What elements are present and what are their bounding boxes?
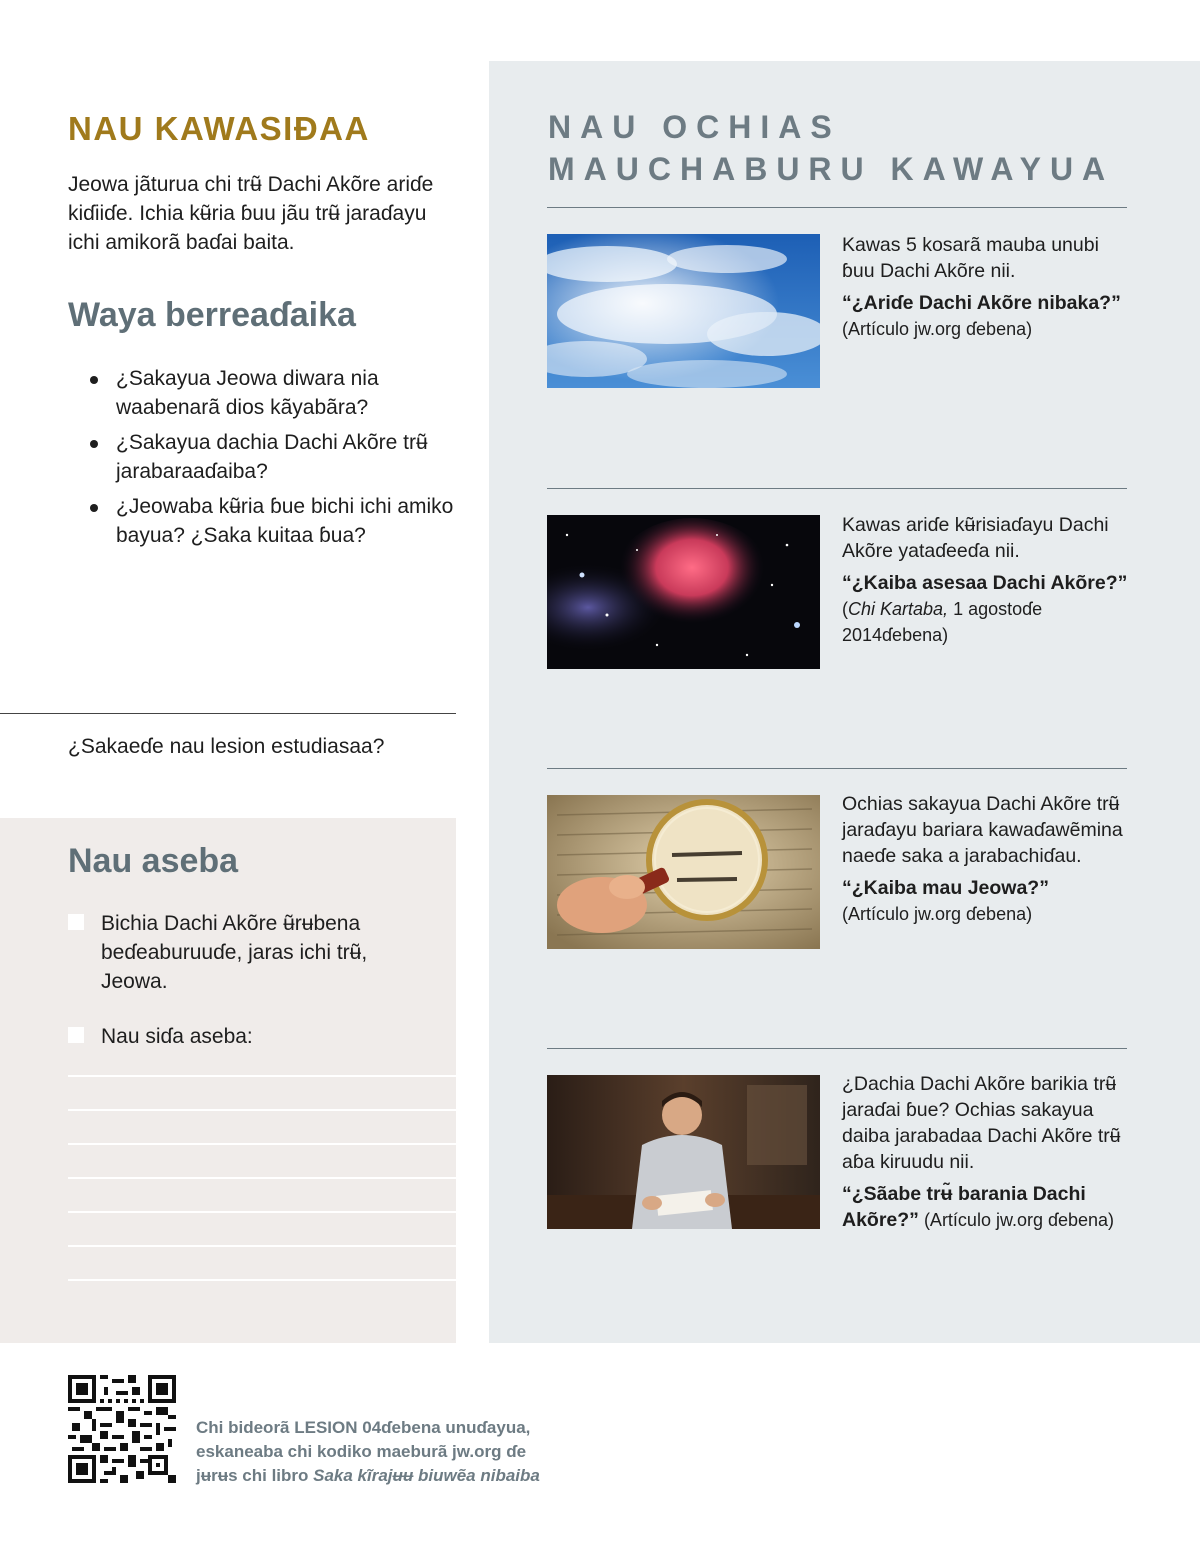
- checkbox[interactable]: [68, 1027, 84, 1043]
- writing-line[interactable]: [68, 1279, 456, 1281]
- goals-panel: [0, 818, 456, 1343]
- writing-line[interactable]: [68, 1211, 456, 1213]
- review-question-list: [90, 364, 460, 556]
- resource-item: [842, 1071, 1132, 1233]
- item-divider: [547, 768, 1127, 769]
- sky-clouds-image[interactable]: [547, 234, 820, 388]
- resource-description: Ochias sakayua Dachi Akõre trʉ̃ jaraɗayu bariara kawaɗawẽmina naeɗe saka a jarabachiɗau.: [842, 793, 1123, 867]
- resource-source: (Artículo jw.org ɗebena): [842, 319, 1033, 339]
- item-divider: [547, 207, 1127, 208]
- resource-source: (Artículo jw.org ɗebena): [842, 904, 1033, 924]
- goals-heading: Nau aseba: [68, 842, 239, 880]
- resource-description: Kawas 5 kosarã mauba unubi ɓuu Dachi Akõre nii.: [842, 234, 1099, 282]
- summary-heading: NAU KAWASIƉAA: [68, 110, 370, 147]
- resource-description: Kawas ariɗe kʉ̃risiaɗayu Dachi Akõre yataɗeeɗa nii.: [842, 514, 1109, 562]
- writing-line[interactable]: [68, 1075, 456, 1077]
- nebula-image[interactable]: [547, 515, 820, 669]
- date-question: ¿Sakaeɗe nau lesion estudiasaa?: [68, 735, 385, 758]
- review-question-text: ¿Sakayua dachia Dachi Akõre trʉ̃ jarabaraaɗaiba?: [116, 431, 428, 483]
- resource-title-link[interactable]: “¿Kaiba asesaa Dachi Akõre?”: [842, 572, 1128, 594]
- more-heading: NAU OCHIAS MAUCHABURU KAWAYUA: [548, 109, 1115, 187]
- item-divider: [547, 488, 1127, 489]
- resource-title-link[interactable]: “¿Kaiba mau Jeowa?”: [842, 877, 1049, 899]
- review-question: [90, 492, 460, 550]
- goal-text: Nau siɗa aseba:: [101, 1025, 253, 1048]
- resource-item: [842, 791, 1132, 927]
- resource-item: [842, 232, 1132, 342]
- resource-description: ¿Dachia Dachi Akõre barikia trʉ̃ jaraɗai ɓue? Ochias sakayua daiba jarabadaa Dachi Akõre trʉ̃ aɓa kiruudu nii.: [842, 1073, 1121, 1173]
- resource-title-link[interactable]: “¿Sãabe trʉ̃ barania Dachi Akõre?” (Artículo jw.org ɗebena): [842, 1183, 1115, 1231]
- review-question: [90, 428, 460, 486]
- bullet-icon: [90, 440, 98, 448]
- section-divider: [0, 713, 456, 714]
- review-heading: Waya berreaɗaika: [68, 296, 356, 334]
- goal-text: Bichia Dachi Akõre ʉ̃rʉbena beɗeaburuuɗe, jaras ichi trʉ̃, Jeowa.: [101, 912, 368, 993]
- writing-line[interactable]: [68, 1245, 456, 1247]
- review-question: [90, 364, 460, 422]
- footer-note: Chi bideorã LESION 04ɗebena unuɗayua, eskaneaba chi kodiko maeburã jw.org ɗe jʉrʉs chi libro Saka kĩrajʉʉ biuwẽa nibaiba: [196, 1418, 540, 1485]
- resource-item: [842, 512, 1132, 648]
- resource-title-link[interactable]: “¿Ariɗe Dachi Akõre nibaka?”: [842, 292, 1121, 314]
- summary-text: Jeowa jãturua chi trʉ̃ Dachi Akõre ariɗe kiɗiiɗe. Ichia kʉ̃ria ɓuu jãu trʉ̃ jaraɗayu ichi amikorã baɗai baita.: [68, 173, 434, 254]
- bullet-icon: [90, 376, 98, 384]
- checkbox[interactable]: [68, 914, 84, 930]
- man-reading-image[interactable]: [547, 1075, 820, 1229]
- writing-line[interactable]: [68, 1109, 456, 1111]
- item-divider: [547, 1048, 1127, 1049]
- writing-line[interactable]: [68, 1177, 456, 1179]
- bullet-icon: [90, 504, 98, 512]
- writing-line[interactable]: [68, 1143, 456, 1145]
- resource-source: (Chi Kartaba, 1 agostoɗe 2014ɗebena): [842, 599, 1043, 645]
- magnifier-hebrew-image[interactable]: [547, 795, 820, 949]
- review-question-text: ¿Jeowaba kʉ̃ria ɓue bichi ichi amiko bayua? ¿Saka kuitaa ɓua?: [116, 495, 454, 547]
- review-question-text: ¿Sakayua Jeowa diwara nia waabenarã dios kãyabãra?: [116, 367, 379, 419]
- qr-code[interactable]: [68, 1375, 176, 1483]
